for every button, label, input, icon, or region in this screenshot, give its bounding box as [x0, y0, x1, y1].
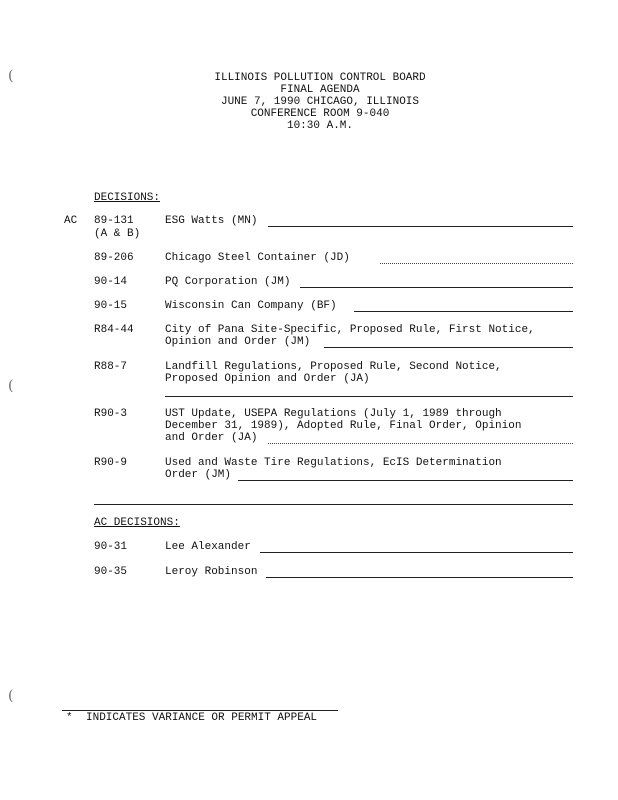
signature-line [324, 347, 573, 348]
signature-line [266, 577, 573, 578]
item-text: Order (JM) [165, 469, 232, 481]
item-text: Chicago Steel Container (JD) [165, 252, 350, 264]
signature-line [268, 443, 573, 444]
item-text: December 31, 1989), Adopted Rule, Final Order, Opinion [165, 420, 522, 432]
agenda-header [150, 72, 490, 132]
signature-line [354, 311, 573, 312]
signature-line [380, 263, 573, 264]
docket-number-suffix: (A & B) [94, 228, 141, 240]
item-text: and Order (JA) [165, 432, 258, 444]
margin-scan-mark: ( [8, 68, 14, 84]
ac-decisions-heading: AC DECISIONS: [94, 517, 180, 529]
margin-scan-mark: ( [8, 688, 14, 704]
item-text: Opinion and Order (JM) [165, 336, 311, 348]
item-text: PQ Corporation (JM) [165, 276, 291, 288]
signature-line [165, 396, 573, 397]
footer-note: INDICATES VARIANCE OR PERMIT APPEAL [86, 712, 318, 724]
item-text: Wisconsin Can Company (BF) [165, 300, 337, 312]
decisions-heading: DECISIONS: [94, 192, 161, 204]
docket-number: 90-35 [94, 566, 128, 578]
item-text: Used and Waste Tire Regulations, EcIS Determination [165, 457, 502, 469]
meeting-date-location: JUNE 7, 1990 CHICAGO, ILLINOIS [220, 96, 420, 108]
meeting-room: CONFERENCE ROOM 9-040 [250, 108, 390, 120]
docket-number: R90-3 [94, 408, 128, 420]
docket-number: 89-131 [94, 215, 134, 227]
docket-number: R88-7 [94, 361, 128, 373]
docket-number: 89-206 [94, 252, 134, 264]
item-text: City of Pana Site-Specific, Proposed Rule, First Notice, [165, 324, 535, 336]
board-name: ILLINOIS POLLUTION CONTROL BOARD [214, 72, 426, 84]
item-text: ESG Watts (MN) [165, 215, 258, 227]
signature-line [268, 226, 573, 227]
item-text: Proposed Opinion and Order (JA) [165, 373, 370, 385]
ac-prefix: AC [64, 215, 78, 227]
docket-number: 90-14 [94, 276, 128, 288]
item-text: UST Update, USEPA Regulations (July 1, 1989 through [165, 408, 502, 420]
signature-line [300, 287, 573, 288]
docket-number: R84-44 [94, 324, 134, 336]
signature-line [238, 480, 573, 481]
item-text: Lee Alexander [165, 541, 251, 553]
docket-number: 90-31 [94, 541, 128, 553]
section-divider [94, 504, 573, 505]
agenda-title: FINAL AGENDA [280, 84, 360, 96]
margin-scan-mark: ( [8, 378, 14, 394]
signature-line [260, 552, 573, 553]
docket-number: 90-15 [94, 300, 128, 312]
item-text: Leroy Robinson [165, 566, 258, 578]
item-text: Landfill Regulations, Proposed Rule, Second Notice, [165, 361, 502, 373]
docket-number: R90-9 [94, 457, 128, 469]
meeting-time: 10:30 A.M. [286, 120, 353, 132]
footer-asterisk: * [66, 712, 73, 724]
footer-rule [62, 710, 338, 711]
